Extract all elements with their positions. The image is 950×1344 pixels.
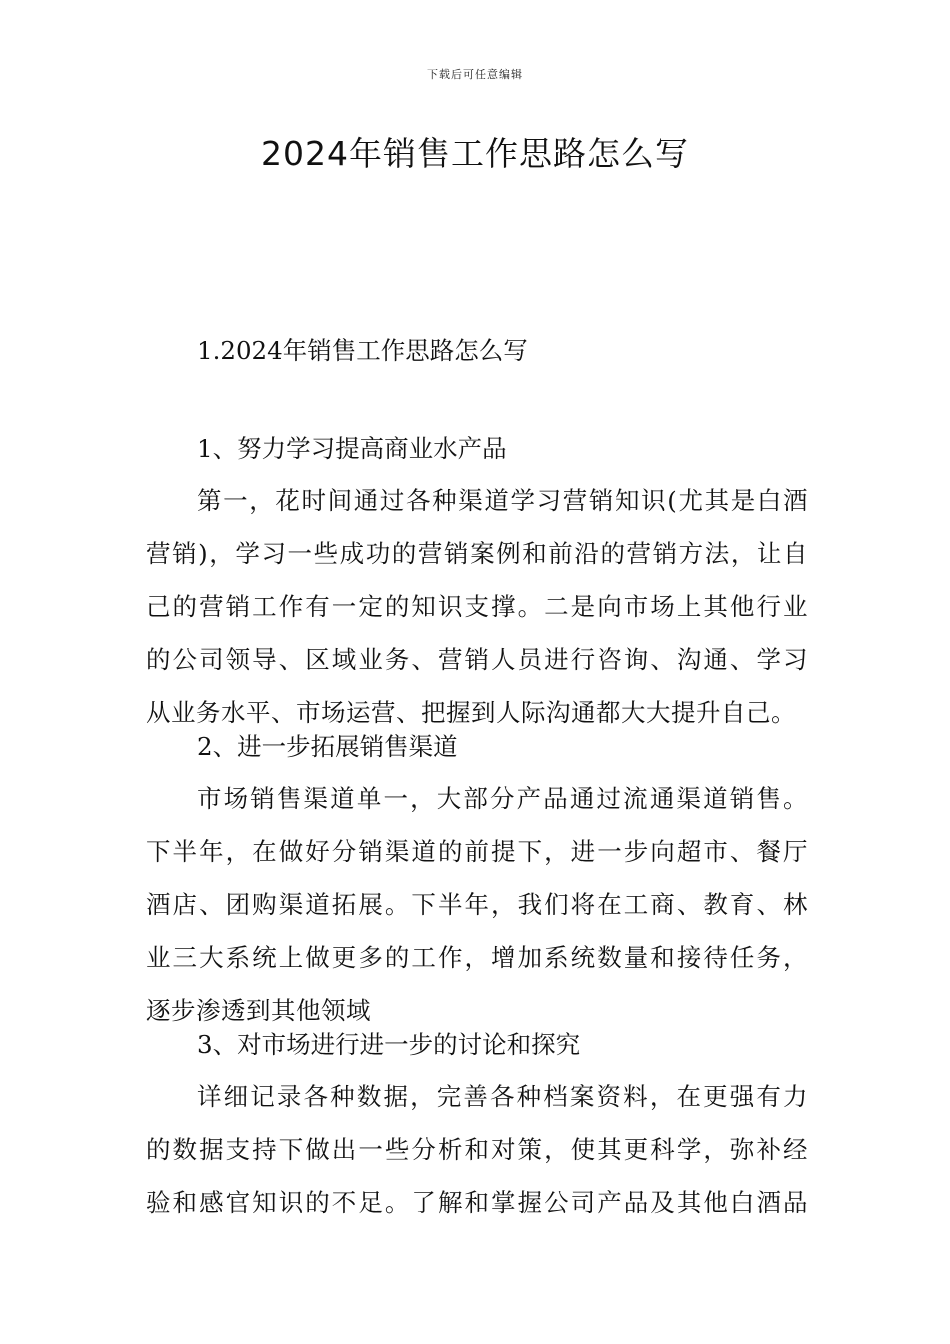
document-title: 2024年销售工作思路怎么写 bbox=[261, 134, 689, 173]
paragraph-line: 逐步渗透到其他领域 bbox=[146, 996, 371, 1025]
header-note: 下载后可任意编辑 bbox=[427, 68, 523, 81]
section-heading-3: 3、对市场进行进一步的讨论和探究 bbox=[197, 1030, 581, 1059]
paragraph-line: 下半年，在做好分销渠道的前提下，进一步向超市、餐厅 bbox=[146, 837, 808, 866]
section-heading-1: 1、努力学习提高商业水产品 bbox=[197, 434, 507, 463]
paragraph-line: 验和感官知识的不足。了解和掌握公司产品及其他白酒品 bbox=[146, 1188, 808, 1217]
paragraph-line: 详细记录各种数据，完善各种档案资料，在更强有力 bbox=[197, 1082, 808, 1111]
paragraph-line: 营销)，学习一些成功的营销案例和前沿的营销方法，让自 bbox=[146, 539, 808, 568]
section-subtitle: 1.2024年销售工作思路怎么写 bbox=[197, 336, 528, 365]
paragraph-line: 的数据支持下做出一些分析和对策，使其更科学，弥补经 bbox=[146, 1135, 808, 1164]
section-heading-2: 2、进一步拓展销售渠道 bbox=[197, 732, 458, 761]
section-body-2 bbox=[146, 772, 808, 1037]
section-body-3 bbox=[146, 1070, 808, 1229]
paragraph-line: 己的营销工作有一定的知识支撑。二是向市场上其他行业 bbox=[146, 592, 808, 621]
paragraph-line: 酒店、团购渠道拓展。下半年，我们将在工商、教育、林 bbox=[146, 890, 808, 919]
paragraph-line: 市场销售渠道单一，大部分产品通过流通渠道销售。 bbox=[197, 784, 808, 813]
paragraph-line: 第一，花时间通过各种渠道学习营销知识(尤其是白酒 bbox=[197, 486, 808, 515]
section-body-1 bbox=[146, 474, 808, 739]
paragraph-line: 从业务水平、市场运营、把握到人际沟通都大大提升自己。 bbox=[146, 698, 796, 727]
paragraph-line: 的公司领导、区域业务、营销人员进行咨询、沟通、学习 bbox=[146, 645, 808, 674]
paragraph-line: 业三大系统上做更多的工作，增加系统数量和接待任务， bbox=[146, 943, 808, 972]
